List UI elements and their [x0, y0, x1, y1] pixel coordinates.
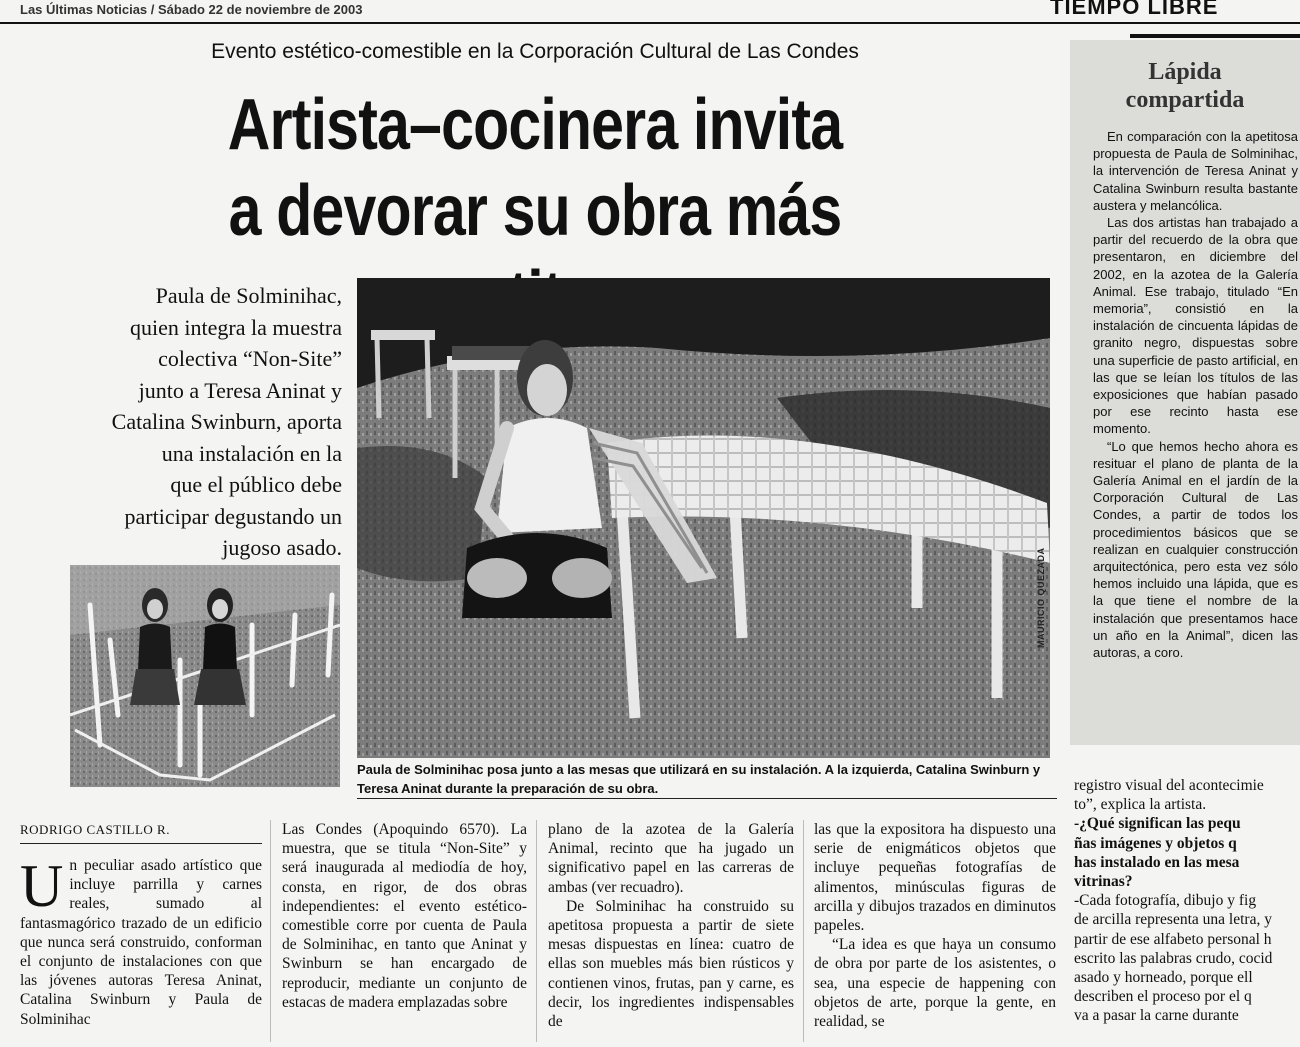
body-text: “La idea es que haya un consumo de obra por parte de los asistentes, o sea, una especie de happening con objetos de arte, porque la gente, en realidad, se: [814, 936, 1056, 1031]
body-line: to”, explica la artista.: [1074, 796, 1207, 814]
kicker: Evento estético-comestible en la Corporación Cultural de Las Condes: [211, 40, 859, 63]
photo-caption: Paula de Solminihac posa junto a las mesas que utilizará en su instalación. A la izquierda, Catalina Swinburn y Teresa Aninat durante la preparación de su obra.: [357, 762, 1041, 796]
body-column-5: [1074, 776, 1300, 1026]
question-line: has instalado en las mesa: [1074, 853, 1240, 871]
lede-line: una instalación en la: [161, 440, 342, 466]
body-text: plano de la azotea de la Galería Animal, recinto que ha jugado un significativo papel en las carreras de ambas (ver recuadro).: [548, 821, 794, 896]
body-column-3: [548, 820, 794, 1046]
body-text: De Solminihac ha construido su apetitosa propuesta a partir de siete mesas dispuestas en línea: cuatro de ellas son muebles más bien rústicos y contienen vinos, frutas, pan y carne, es decir, los ingredientes indispensables de: [548, 897, 794, 1031]
sidebar-paragraph: En comparación con la apetitosa propuesta de Paula de Solminihac, la intervención de Teresa Aninat y Catalina Swinburn resulta bastante austera y melancólica.: [1093, 129, 1298, 213]
column-rule: [536, 820, 537, 1042]
lede: [20, 280, 342, 564]
byline-rule: [20, 843, 262, 844]
body-line: va a pasar la carne durante: [1074, 1007, 1239, 1025]
body-text: las que la expositora ha dispuesto una serie de enigmáticos objetos que incluye pequeñas fotografías de alimentos, minúsculas figuras de arcilla y dibujos trazados en diminutos papeles.: [814, 821, 1056, 935]
column-rule: [803, 820, 804, 1042]
lede-line: colectiva “Non-Site”: [158, 346, 342, 371]
sidebar-title-line: Lápida: [1148, 59, 1222, 85]
drop-cap: U: [20, 856, 64, 919]
lede-line: junto a Teresa Aninat y: [138, 377, 342, 403]
sidebar-paragraph: “Lo que hemos hecho ahora es resituar el plano de planta de la Galería Animal en el jardín de la Corporación Cultural de Las Condes, a partir de todos los procedimientos básicos que se realizan en cualquier construcción arquitectónica, pero esta vez sólo hemos incluido una lápida, que es la que tiene el nombre de la instalación que presentamos hace un año en la Animal”, dicen las autoras, a coro.: [1093, 438, 1298, 661]
body-line: -Cada fotografía, dibujo y fig: [1074, 892, 1257, 910]
lede-line: participar degustando un: [124, 503, 342, 529]
body-line: de arcilla representa una letra, y: [1074, 911, 1272, 929]
main-photo: [357, 278, 1050, 758]
body-line: partir de ese alfabeto personal h: [1074, 930, 1272, 948]
sidebar-body: [1093, 128, 1298, 661]
body-text: Las Condes (Apoquindo 6570). La muestra, que se titula “Non-Site” y será inaugurada al mediodía de hoy, consta, en rigor, de dos obras independientes: el evento estético-comestible corre por cuenta de Paula de Solminihac, en tanto que Aninat y Swinburn se han encargado de reproducir, mediante un conjunto de estacas de madera emplazadas sobre: [282, 821, 527, 1011]
byline: RODRIGO CASTILLO R.: [20, 822, 170, 837]
body-line: describen el proceso por el q: [1074, 988, 1252, 1006]
body-column-2: [282, 820, 527, 1046]
artist-with-tables-image: [357, 278, 1050, 758]
body-line: asado y horneado, porque ell: [1074, 969, 1253, 987]
lede-line: jugoso asado.: [222, 535, 342, 560]
sidebar-title: [1070, 58, 1300, 114]
body-line: registro visual del acontecimie: [1074, 777, 1264, 794]
body-text: n peculiar asado artístico que incluye parrilla y carnes reales, sumado al fantasmagórico trazado de un edificio que nunca será construido, conforman el conjunto de instalaciones con que las jóvenes autoras Teresa Aninat, Catalina Swinburn y Paula de Solminihac: [20, 857, 262, 1028]
lede-line: quien integra la muestra: [130, 314, 342, 340]
headline-line-2: a devorar su obra más: [228, 171, 842, 251]
body-column-4: [814, 820, 1056, 1046]
date-line: Las Últimas Noticias / Sábado 22 de noviembre de 2003: [20, 2, 363, 17]
secondary-photo: [70, 565, 340, 787]
question-line: ñas imágenes y objetos q: [1074, 834, 1237, 852]
caption-rule: [357, 798, 1057, 799]
sidebar-title-line: compartida: [1125, 87, 1245, 113]
question-line: vitrinas?: [1074, 873, 1133, 891]
lede-line: que el público debe: [170, 472, 342, 497]
question-line: -¿Qué significan las pequ: [1074, 815, 1241, 833]
two-women-kneeling-image: [70, 565, 340, 787]
section-name: TIEMPO LIBRE: [1050, 0, 1219, 19]
headline-line-1: Artista–cocinera invita: [227, 85, 843, 165]
sidebar-paragraph: Las dos artistas han trabajado a partir del recuerdo de la obra que presentaron, en diciembre del 2002, en la azotea de la Galería Animal. Ese trabajo, titulado “En memoria”, consistió en la instalación de cincuenta lápidas de granito negro, dispuestas sobre una superficie de pasto artificial, en las que se leían los títulos de las exposiciones que habían pasado por ese recinto hasta ese momento.: [1093, 215, 1298, 437]
lede-line: Paula de Solminihac,: [155, 283, 342, 308]
sidebar-box: [1070, 40, 1300, 745]
body-column-1: [20, 856, 262, 1046]
sidebar-top-bar: [1130, 34, 1300, 38]
photo-credit: MAURICIO QUEZADA: [1036, 547, 1046, 648]
column-rule: [270, 820, 271, 1042]
masthead: [0, 0, 1300, 24]
lede-line: Catalina Swinburn, aporta: [111, 409, 342, 434]
body-line: escrito las palabras crudo, cocid: [1074, 949, 1273, 967]
